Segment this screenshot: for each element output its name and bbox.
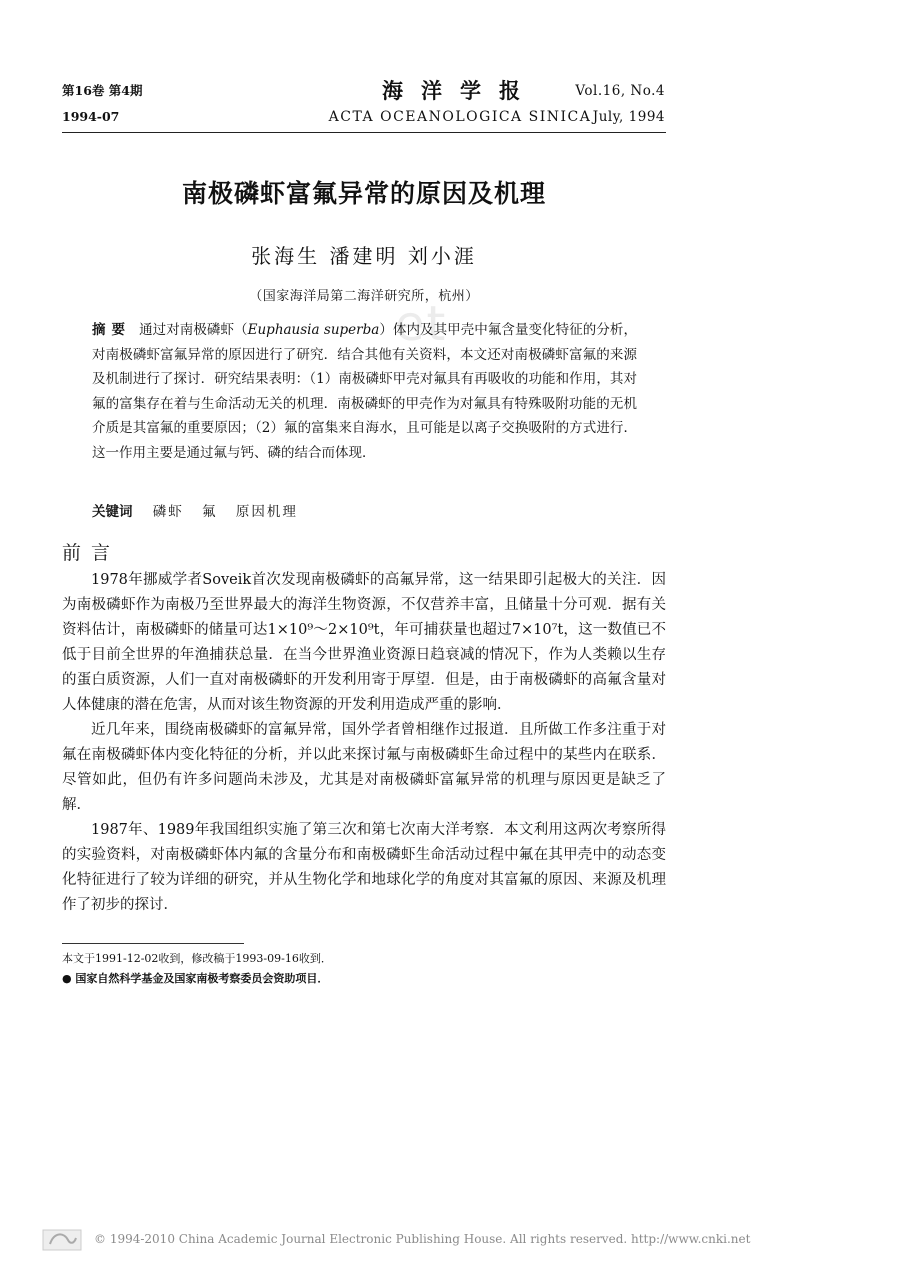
footnote-rule bbox=[62, 943, 244, 944]
keyword: 氟 bbox=[202, 504, 218, 520]
abstract-text-a: 通过对南极磷虾（ bbox=[139, 322, 248, 338]
footnote-funding: ● 国家自然科学基金及国家南极考察委员会资助项目． bbox=[62, 972, 329, 985]
keywords-label: 关键词 bbox=[92, 504, 133, 520]
body-text bbox=[62, 568, 666, 918]
article-title: 南极磷虾富氟异常的原因及机理 bbox=[181, 179, 546, 208]
journal-title-en: ACTA OCEANOLOGICA SINICA bbox=[328, 109, 592, 125]
publication-date: 1994-07 bbox=[62, 109, 120, 124]
keyword: 磷虾 bbox=[152, 504, 184, 520]
running-header-left bbox=[62, 78, 142, 130]
volume-issue: 第16卷 第4期 bbox=[62, 83, 143, 98]
header-rule bbox=[62, 132, 666, 133]
affiliation: （国家海洋局第二海洋研究所，杭州） bbox=[249, 289, 479, 304]
cnki-logo-icon bbox=[42, 1228, 82, 1252]
journal-title-cn: 海洋学报 bbox=[382, 78, 538, 103]
keywords bbox=[92, 500, 637, 524]
abstract-label: 摘要 bbox=[92, 322, 132, 338]
paragraph: 近几年来，围绕南极磷虾的富氟异常，国外学者曾相继作过报道．且所做工作多注重于对氟在南极磷虾体内变化特征的分析，并以此来探讨氟与南极磷虾生命过程中的某些内在联系．尽管如此，但仍有许多问题尚未涉及，尤其是对南极磷虾富氟异常的机理与原因更是缺乏了解． bbox=[62, 722, 666, 813]
authors: 张海生 潘建明 刘小涯 bbox=[251, 244, 477, 268]
watermark: et bbox=[395, 296, 448, 352]
paragraph: 1987年、1989年我国组织实施了第三次和第七次南大洋考察．本文利用这两次考察所得的实验资料，对南极磷虾体内氟的含量分布和南极磷虾生命活动过程中氟在其甲壳中的动态变化特征进行了较为详细的研究，并从生物化学和地球化学的角度对其富氟的原因、来源及机理作了初步的探讨． bbox=[62, 822, 666, 913]
copyright-footer bbox=[42, 1228, 751, 1254]
abstract bbox=[92, 318, 637, 465]
keyword: 原因机理 bbox=[235, 504, 298, 520]
running-header-right bbox=[575, 78, 665, 130]
section-heading: 前言 bbox=[62, 542, 121, 564]
footnote-received: 本文于1991-12-02收到，修改稿于1993-09-16收到． bbox=[62, 952, 332, 965]
vol-no: Vol.16, No.4 bbox=[575, 83, 665, 99]
species-name: Euphausia superba bbox=[247, 322, 380, 338]
copyright-text: © 1994-2010 China Academic Journal Electronic Publishing House. All rights reserved. http://www.cnki.net bbox=[94, 1232, 751, 1246]
abstract-text-b: ）体内及其甲壳中氟含量变化特征的分析，对南极磷虾富氟异常的原因进行了研究．结合其他有关资料，本文还对南极磷虾富氟的来源及机制进行了探讨．研究结果表明：（1）南极磷虾甲壳对氟具有再吸收的功能和作用，其对氟的富集存在着与生命活动无关的机理．南极磷虾的甲壳作为对氟具有特殊吸附功能的无机介质是其富氟的重要原因；（2）氟的富集来自海水，且可能是以离子交换吸附的方式进行．这一作用主要是通过氟与钙、磷的结合而体现． bbox=[92, 322, 637, 461]
paragraph: 1978年挪威学者Soveik首次发现南极磷虾的高氟异常，这一结果即引起极大的关注．因为南极磷虾作为南极乃至世界最大的海洋生物资源，不仅营养丰富，且储量十分可观．据有关资料估计，南极磷虾的储量可达1×10⁹～2×10⁹t，年可捕获量也超过7×10⁷t，这一数值已不低于目前全世界的年渔捕获总量．在当今世界渔业资源日趋衰减的情况下，作为人类赖以生存的蛋白质资源，人们一直对南极磷虾的开发利用寄于厚望．但是，由于南极磷虾的高氟含量对人体健康的潜在危害，从而对该生物资源的开发利用造成严重的影响． bbox=[62, 572, 666, 713]
month-year: July, 1994 bbox=[592, 109, 665, 125]
